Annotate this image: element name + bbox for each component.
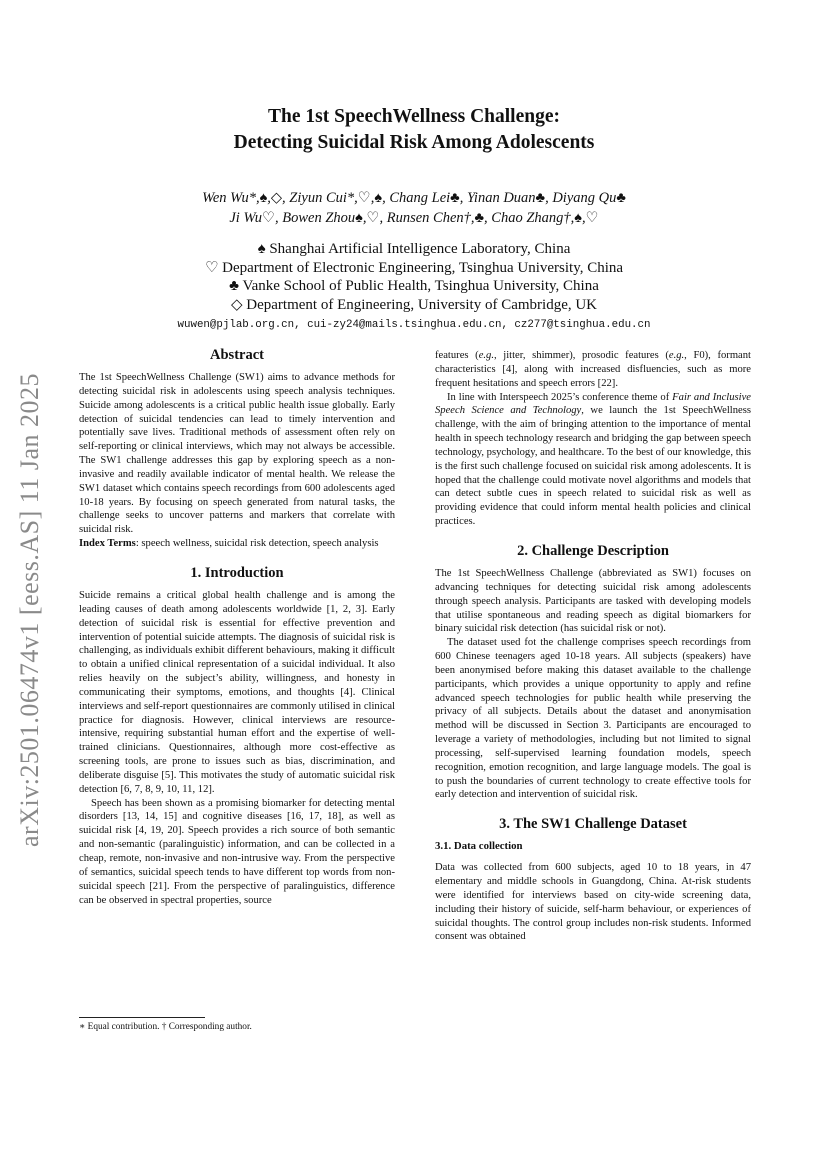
dataset-paragraph-1: Data was collected from 600 subjects, aged 10 to 18 years, in 47 elementary and middle schools in Guangdong, China. At-risk students were identified for interviews based on city-wide screening data, including their history of suicide, self-harm behaviour, or experiences of suicidal thoughts. The control group includes non-risk students. Informed consent was obtained [435,862,751,943]
affiliation-tsinghua-ee: ♡ Department of Electronic Engineering, Tsinghua University, China [204,259,624,276]
introduction-paragraph-1: Suicide remains a critical global health challenge and is among the leading causes of death among adolescents worldwide [1, 2, 3]. Early detection of suicidal risk is essential for effective prevention and intervention of potential suicide attempts. The diagnosis of suicidal risk is challenging, as individuals exhibit different behaviours, making it difficult to obtain a unified clinical representation of a suicidal individual. It also relies heavily on the subject’s ability, willingness, and honesty in communicating their symptoms, emotions, and thoughts [4]. Clinical interviews and self-report questionnaires are commonly utilised in clinical practice for diagnosis. However, clinical interviews are resource-intensive, requiring substantial human effort and the expertise of well-trained clinicians. Questionnaires, although more cost-effective as screening tools, are prone to issues such as bias, discrimination, and deliberate disguise [5]. This motivates the study of automatic suicidal risk detection [6, 7, 8, 9, 10, 11, 12]. [79,589,395,795]
p4-text-b: , we launch the 1st SpeechWellness challenge, with the aim of bringing attention to the importance of mental health in speech technology research and bridging the gap between speech technology, psychology, and healthcare. To the best of our knowledge, this is the first such challenge focused on suicidal risk among adolescents. It is hoped that the challenge could motivate novel algorithms and models that can detect subtle cues in speech related to suicidal risk as well as providing evidence that could inform mental health policies and clinical practices. [435,405,752,528]
arxiv-identifier-stamp [8,360,52,860]
p3-text-b: , jitter, shimmer), prosodic features ( [494,350,669,361]
p3-text-c: , F0), formant characteristics [4], along with increased disfluencies, such as more frequent hesitations and speech errors [22]. [435,350,752,389]
dataset-heading: 3. The SW1 Challenge Dataset [499,816,687,833]
author-list [0,188,828,228]
authors-line-1: Wen Wu*,♠,◇, Ziyun Cui*,♡,♠, Chang Lei♣, Yinan Duan♣, Diyang Qu♣ [202,190,626,206]
paper-title [0,104,828,156]
index-terms [79,537,395,551]
p4-text-a: In line with Interspeech 2025’s conference theme of [447,391,673,403]
right-column [435,349,751,944]
challenge-paragraph-2: The dataset used fot the challenge comprises speech recordings from 600 Chinese teenagers aged 10-18 years. All subjects (speakers) have been anonymised before making this dataset available to the challenge participants, which provides a unique opportunity to apply and refine advanced speech technologies for public health while preserving the privacy of all subjects. Details about the dataset and anonymisation method will be discussed in Section 3. Participants are encouraged to leverage a variety of methodologies, including but not limited to signal processing, self-supervised learning foundation models, speech recognition, emotion recognition, and large language models. The goal is to push the boundaries of current technology to create effective tools for early detection and intervention of suicidal risk. [435,637,751,801]
challenge-paragraph-1: The 1st SpeechWellness Challenge (abbreviated as SW1) focuses on advancing techniques for detecting suicidal risk among adolescents through speech analysis. Participants are tasked with developing models that utilise spontaneous and reading speech as digital biomarkers for binary suicidal risk detection (has suicidal risk or not). [435,567,751,635]
left-column [79,346,395,907]
author-emails: wuwen@pjlab.org.cn, cui-zy24@mails.tsinghua.edu.cn, cz277@tsinghua.edu.cn [177,319,651,331]
affiliation-tsinghua-public-health: ♣ Vanke School of Public Health, Tsinghua University, China [229,278,599,294]
arxiv-identifier: arXiv:2501.06474v1 [eess.AS] 11 Jan 2025 [15,373,45,847]
data-collection-subheading: 3.1. Data collection [435,840,523,853]
affiliation-list [0,240,828,314]
abstract-heading: Abstract [210,347,264,363]
introduction-paragraph-4 [435,391,751,529]
challenge-heading: 2. Challenge Description [517,542,669,559]
footnote: ∗ Equal contribution. † Corresponding author. [79,1022,252,1032]
title-line-2: Detecting Suicidal Risk Among Adolescents [233,132,595,153]
p3-eg-1: e.g. [478,350,494,361]
index-terms-label: Index Terms [79,538,136,550]
introduction-paragraph-2: Speech has been shown as a promising biomarker for detecting mental disorders [13, 14, 15] and cognitive diseases [16, 17, 18], as well as suicidal risk [4, 19, 20]. Speech provides a rich source of both semantic and non-semantic (paralinguistic) information, and can be collected in a cheap, remote, non-invasive and non-intrusive way. From the perspective of semantics, suicidal speech tends to have different top words from non-suicidal speech [21]. From the perspective of paralinguistics, difference can be observed in spectral properties, source [79,797,395,906]
p3-text-a: features ( [435,350,479,361]
conference-theme: Fair and Inclusive Speech Science and Technology [435,391,751,417]
introduction-paragraph-3 [435,349,751,391]
index-terms-text: : speech wellness, suicidal risk detection, speech analysis [135,538,379,550]
affiliation-cambridge: ◇ Department of Engineering, University of Cambridge, UK [230,296,598,313]
footnote-divider [79,1017,205,1018]
authors-line-2: Ji Wu♡, Bowen Zhou♠,♡, Runsen Chen†,♣, Chao Zhang†,♠,♡ [229,210,599,226]
introduction-heading: 1. Introduction [190,564,284,581]
title-line-1: The 1st SpeechWellness Challenge: [268,106,560,127]
affiliation-shanghai-ai-lab: ♠ Shanghai Artificial Intelligence Laboratory, China [257,241,571,257]
p3-eg-2: e.g. [668,350,685,361]
abstract-body: The 1st SpeechWellness Challenge (SW1) aims to advance methods for detecting suicidal risk in adolescents using speech analysis techniques. Suicide among adolescents is a critical public health issue globally. Early detection of suicidal tendencies can lead to timely intervention and potentially save lives. Traditional methods of assessment often rely on self-reporting or clinical interviews, which may not always be accessible. The SW1 challenge addresses this gap by exploring speech as a non-invasive and readily available indicator of mental health. We release the SW1 dataset which contains speech recordings from 600 adolescents aged 10-18 years. By focusing on speech generated from natural tasks, the challenge seeks to uncover patterns and markers that correlate with suicidal risk. [79,372,395,536]
